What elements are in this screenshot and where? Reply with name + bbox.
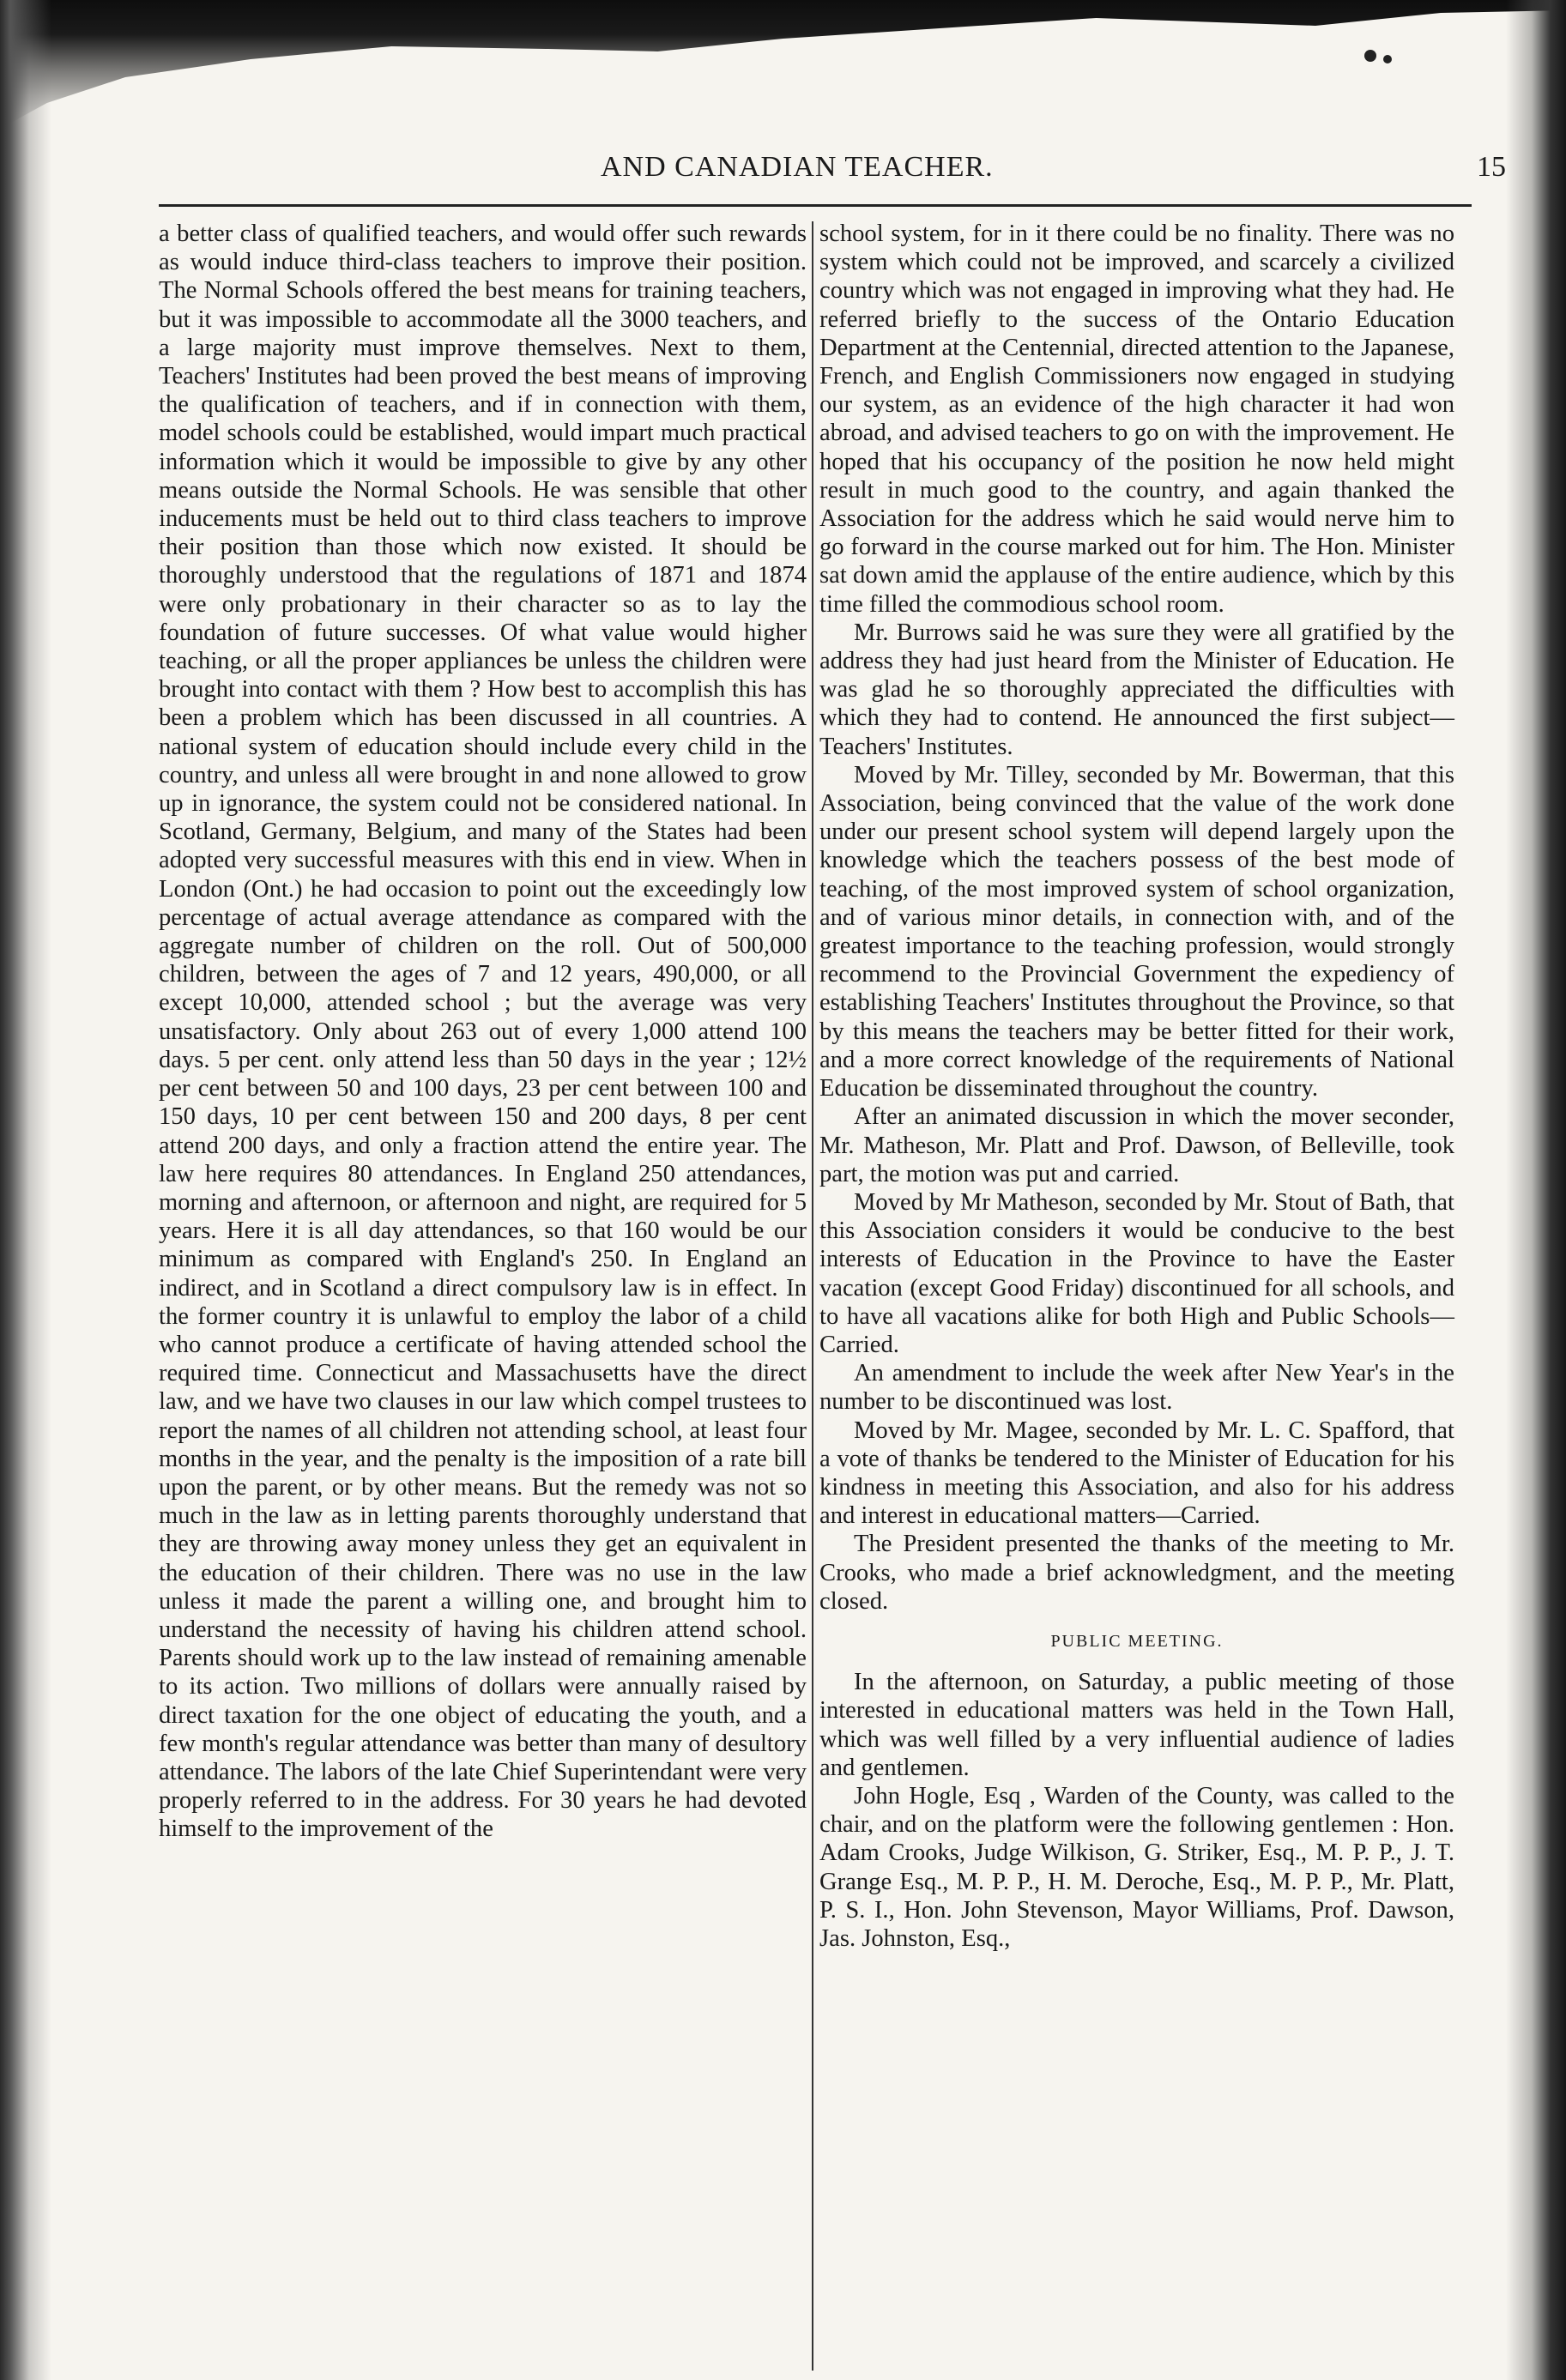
paragraph: Mr. Burrows said he was sure they were all gratified by the address they had just heard from the Minister of Education. He was glad he so thoroughly appreciated the difficulties with which they had to contend. He announced the first subject—Teachers' Institutes.: [819, 619, 1454, 760]
page-edge-right: [1506, 0, 1566, 2380]
paragraph: John Hogle, Esq , Warden of the County, was called to the chair, and on the platform were the following gentlemen : Hon. Adam Crooks, Judge Wilkison, G. Striker, Esq., M. P. P., J. T. Grange Esq., M. P. P., H. M. Deroche, Esq., M. P. P., Mr. Platt, P. S. I., Hon. John Stevenson, Mayor Williams, Prof. Dawson, Jas. Johnston, Esq.,: [819, 1782, 1454, 1952]
page-edge-left: [0, 0, 51, 2380]
page-header: [601, 151, 1506, 202]
header-rule: [159, 204, 1472, 207]
paragraph: school system, for in it there could be no finality. There was no system which could not be improved, and scarcely a civilized country which was not engaged in improving what they had. He referred briefly to the success of the Ontario Education Department at the Centennial, directed attention to the Japanese, French, and English Commissioners now engaged in studying our system, as an evidence of the high character it had won abroad, and advised teachers to go on with the improvement. He hoped that his occupancy of the position he now held might result in much good to the country, and again thanked the Association for the address which he said would nerve him to go forward in the course marked out for him. The Hon. Minister sat down amid the applause of the entire audience, which by this time filled the commodious school room.: [819, 220, 1454, 618]
paragraph: Moved by Mr. Tilley, seconded by Mr. Bowerman, that this Association, being convinced that the value of the work done under our present school system will depend largely upon the knowledge which the teachers possess of the best mode of teaching, of the most improved system of school organization, and of various minor details, in connection with, and of the greatest importance to the teaching profession, would strongly recommend to the Provincial Government the expediency of establishing Teachers' Institutes throughout the Province, so that by this means the teachers may be better fitted for their work, and a more correct knowledge of the requirements of National Education be disseminated throughout the country.: [819, 761, 1454, 1102]
ink-blot: [1364, 50, 1376, 62]
column-divider: [812, 221, 813, 2371]
page-damage-top: [0, 0, 1566, 129]
running-head: AND CANADIAN TEACHER.: [601, 151, 994, 183]
paragraph: Moved by Mr Matheson, seconded by Mr. Stout of Bath, that this Association considers it would be conducive to the best interests of Education in the Province to have the Easter vacation (except Good Friday) discontinued for all schools, and to have all vacations alike for both High and Public Schools—Carried.: [819, 1188, 1454, 1358]
right-column: [819, 220, 1454, 1953]
left-column: [159, 220, 807, 1844]
paragraph: Moved by Mr. Magee, seconded by Mr. L. C. Spafford, that a vote of thanks be tendered to the Minister of Education for his kindness in meeting this Association, and also for his address and interest in educational matters—Carried.: [819, 1417, 1454, 1530]
paragraph: a better class of qualified teachers, and would offer such rewards as would induce third-class teachers to improve their position. The Normal Schools offered the best means for training teachers, but it was impossible to accommodate all the 3000 teachers, and a large majority must improve themselves. Next to them, Teachers' Institutes had been proved the best means of improving the qualification of teachers, and if in connection with them, model schools could be established, would impart much practical information which it would be impossible to give by any other means outside the Normal Schools. He was sensible that other inducements must be held out to third class teachers to improve their position than those which now existed. It should be thoroughly understood that the regulations of 1871 and 1874 were only probationary in their character so as to lay the foundation of future successes. Of what value would higher teaching, or all the proper appliances be unless the children were brought into contact with them ? How best to accomplish this has been a problem which has been discussed in all countries. A national system of education should include every child in the country, and unless all were brought in and none allowed to grow up in ignorance, the system could not be considered national. In Scotland, Germany, Belgium, and many of the States had been adopted very successful measures with this end in view. When in London (Ont.) he had occasion to point out the exceedingly low percentage of actual average attendance as compared with the aggregate number of children on the roll. Out of 500,000 children, between the ages of 7 and 12 years, 490,000, or all except 10,000, attended school ; but the average was very unsatisfactory. Only about 263 out of every 1,000 attend 100 days. 5 per cent. only attend less than 50 days in the year ; 12½ per cent between 50 and 100 days, 23 per cent between 100 and 150 days, 10 per cent between 150 and 200 days, 8 per cent attend 200 days, and only a fraction attend the entire year. The law here requires 80 attendances. In England 250 attendances, morning and afternoon, or afternoon and night, are required for 5 years. Here it is all day attendances, so that 160 would be our minimum as compared with England's 250. In England an indirect, and in Scotland a direct compulsory law is in effect. In the former country it is unlawful to employ the labor of a child who cannot produce a certificate of having attended school the required time. Connecticut and Massachusetts have the direct law, and we have two clauses in our law which compel trustees to report the names of all children not attending school, at least four months in the year, and the penalty is the imposition of a rate bill upon the parent, or by other means. But the remedy was not so much in the law as in letting parents thoroughly understand that they are throwing away money unless they get an equivalent in the education of their children. There was no use in the law unless it made the parent a willing one, and brought him to understand the necessity of having his children attend school. Parents should work up to the law instead of remaining amenable to its action. Two millions of dollars were annually raised by direct taxation for the one object of educating the youth, and a few month's regular attendance was better than many of desultory attendance. The labors of the late Chief Superintendant were very properly referred to in the address. For 30 years he had devoted himself to the improvement of the: [159, 220, 807, 1843]
section-heading: PUBLIC MEETING.: [1050, 1631, 1224, 1651]
paragraph: An amendment to include the week after New Year's in the number to be discontinued was lost.: [819, 1360, 1454, 1416]
paragraph: In the afternoon, on Saturday, a public meeting of those interested in educational matters was held in the Town Hall, which was well filled by a very influential audience of ladies and gentlemen.: [819, 1669, 1454, 1781]
ink-blot: [1383, 55, 1392, 63]
page-number: 15: [1477, 151, 1506, 183]
paragraph: The President presented the thanks of the meeting to Mr. Crooks, who made a brief acknowledgment, and the meeting closed.: [819, 1531, 1454, 1615]
paragraph: After an animated discussion in which the mover seconder, Mr. Matheson, Mr. Platt and Prof. Dawson, of Belleville, took part, the motion was put and carried.: [819, 1103, 1454, 1187]
